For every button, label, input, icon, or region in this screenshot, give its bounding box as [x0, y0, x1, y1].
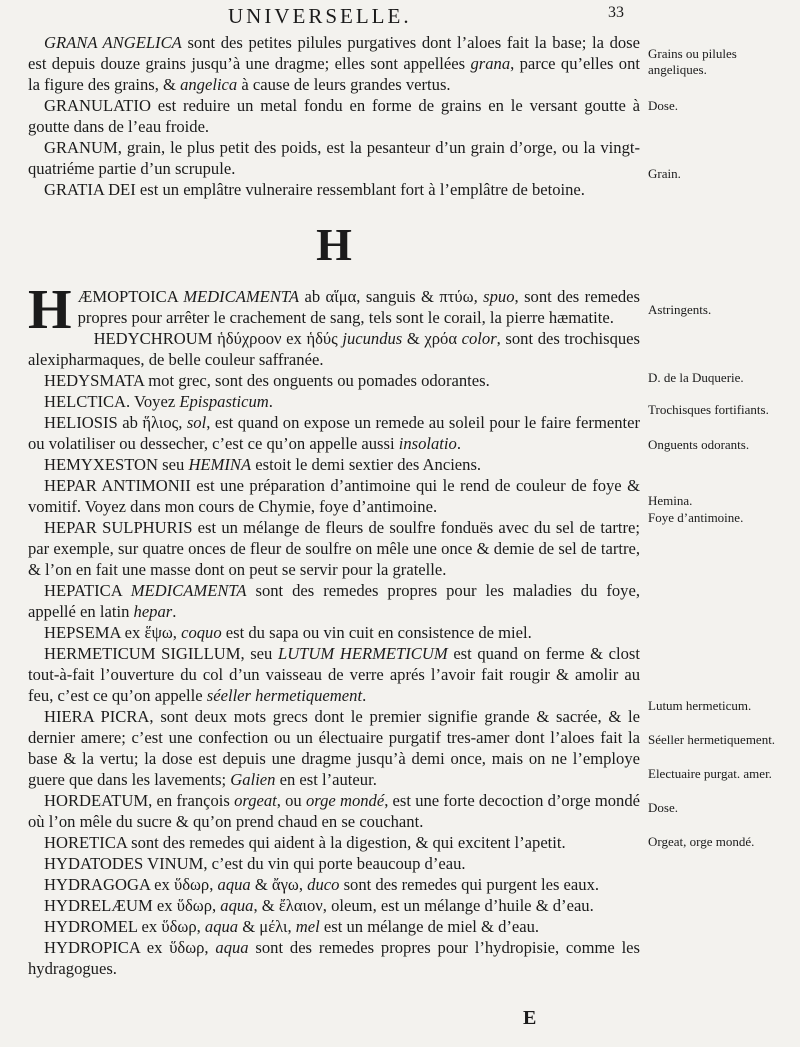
margin-note: Dose.: [648, 98, 678, 113]
entry-hemyxeston: HEMYXESTON seu HEMINA estoit le demi sextier des Anciens.: [44, 455, 482, 474]
entry-hydrelaeum: HYDRELÆUM ex ὕδωρ, aqua, & ἔλαιον, oleum, est un mélange d’huile & d’eau.: [44, 896, 594, 915]
section-letter: H: [316, 219, 352, 270]
margin-note: Electuaire purgat. amer.: [648, 766, 772, 781]
margin-note: Orgeat, orge mondé.: [648, 834, 755, 849]
entry-hepsema: HEPSEMA ex ἕψω, coquo est du sapa ou vin cuit en consistence de miel.: [44, 623, 532, 642]
margin-note: Hemina.: [648, 493, 693, 508]
entry-granulatio: GRANULATIO est reduire un metal fondu en forme de grains en le versant goutte à goutte dans de l’eau froide.: [28, 96, 640, 136]
margin-note: Onguents odorants.: [648, 437, 750, 452]
margin-note: Lutum hermeticum.: [648, 698, 752, 713]
margin-note: D. de la Duquerie.: [648, 370, 744, 385]
entry-hepar-antimonii: HEPAR ANTIMONII est une préparation d’antimoine qui le rend de couleur de foye & vomitif. Voyez dans mon cours de Chymie, foye d’antimoine.: [28, 476, 640, 516]
entry-hedychroum: HEDYCHROUM ἡδύχροον ex ἡδύς jucundus & χρόα color, sont des trochisques alexipharmaques, de belle couleur saffranée.: [28, 329, 640, 369]
entry-hydropica: HYDROPICA ex ὕδωρ, aqua sont des remedes propres pour l’hydropisie, comme les hydragogues.: [28, 938, 641, 978]
entry-hydatodes: HYDATODES VINUM, c’est du vin qui porte beaucoup d’eau.: [44, 854, 466, 873]
signature-mark: E: [523, 1007, 537, 1029]
entry-hydromel: HYDROMEL ex ὕδωρ, aqua & μέλι, mel est un mélange de miel & d’eau.: [44, 917, 540, 936]
entry-hermeticum: HERMETICUM SIGILLUM, seu LUTUM HERMETICUM est quand on ferme & clost tout-à-fait l’ouverture du col d’un vaisseau de verre aprés l’avoir fait rougir & amolir au feu, c’est ce qu’on appelle séeller hermetiquement.: [28, 644, 640, 705]
entry-horetica: HORETICA sont des remedes qui aident à la digestion, & qui excitent l’apetit.: [44, 833, 566, 852]
margin-note: Astringents.: [648, 302, 712, 317]
entry-hordeatum: HORDEATUM, en françois orgeat, ou orge mondé, est une forte decoction d’orge mondé où l’on mêle du sucre & qu’on prend chaud en se couchant.: [28, 791, 640, 831]
running-head: UNIVERSELLE.: [228, 4, 412, 28]
drop-cap: H: [28, 279, 72, 341]
margin-note: Dose.: [648, 800, 678, 815]
margin-note: Foye d’antimoine.: [648, 510, 744, 525]
margin-note: Séeller hermetiquement.: [648, 732, 776, 747]
entry-haemoptoica: HÆMOPTOICA MEDICAMENTA ab αἵμα, sanguis & πτύω, spuo, sont des remedes propres pour arrêter le crachement de sang, tels sont le corail, la pierre hæmatite.: [28, 279, 640, 341]
entry-granum: GRANUM, grain, le plus petit des poids, est la pesanteur d’un grain d’orge, ou la vingt-quatriéme partie d’un scrupule.: [28, 138, 640, 178]
margin-note: Grain.: [648, 166, 681, 181]
page-number: 33: [608, 4, 624, 21]
entry-hiera-picra: HIERA PICRA, sont deux mots grecs dont le premier signifie grande & sacrée, & le dernier amere; c’est une confection ou un électuaire purgatif tres-amer dont l’aloes fait la base & la vertu; la dose est depuis une dragme jusqu’à demi once, mais on ne l’employe guere que dans les lavements; Galien en est l’auteur.: [28, 707, 640, 789]
entry-hepatica: HEPATICA MEDICAMENTA sont des remedes propres pour les maladies du foye, appellé en latin hepar.: [28, 581, 640, 621]
entry-gratia-dei: GRATIA DEI est un emplâtre vulneraire ressemblant fort à l’emplâtre de betoine.: [44, 180, 585, 199]
entry-helctica: HELCTICA. Voyez Epispasticum.: [44, 392, 273, 411]
margin-note: Grains ou pilules angeliques.: [648, 46, 737, 77]
entry-hydragoga: HYDRAGOGA ex ὕδωρ, aqua & ἄγω, duco sont des remedes qui purgent les eaux.: [44, 875, 600, 894]
entry-grana-angelica: GRANA ANGELICA sont des petites pilules purgatives dont l’aloes fait la base; la dose est depuis douze grains jusqu’à une dragme; elles sont appellées grana, parce qu’elles ont la figure des grains, & angelica à cause de leurs grandes vertus.: [28, 33, 640, 94]
entry-hedysmata: HEDYSMATA mot grec, sont des onguents ou pomades odorantes.: [44, 371, 490, 390]
entry-hepar-sulphuris: HEPAR SULPHURIS est un mélange de fleurs de soulfre fonduës avec du sel de tartre; par exemple, sur quatre onces de fleur de soulfre on mêle une once & demie de sel de tartre, & l’on en fait une masse dont on peut se servir pour la gratelle.: [28, 518, 640, 579]
margin-note: Trochisques fortifiants.: [648, 402, 769, 417]
main-text: [28, 32, 640, 979]
entry-heliosis: HELIOSIS ab ἥλιος, sol, est quand on expose un remede au soleil pour le faire fermenter ou volatiliser ou dessecher, c’est ce qu’on appelle aussi insolatio.: [28, 413, 641, 453]
